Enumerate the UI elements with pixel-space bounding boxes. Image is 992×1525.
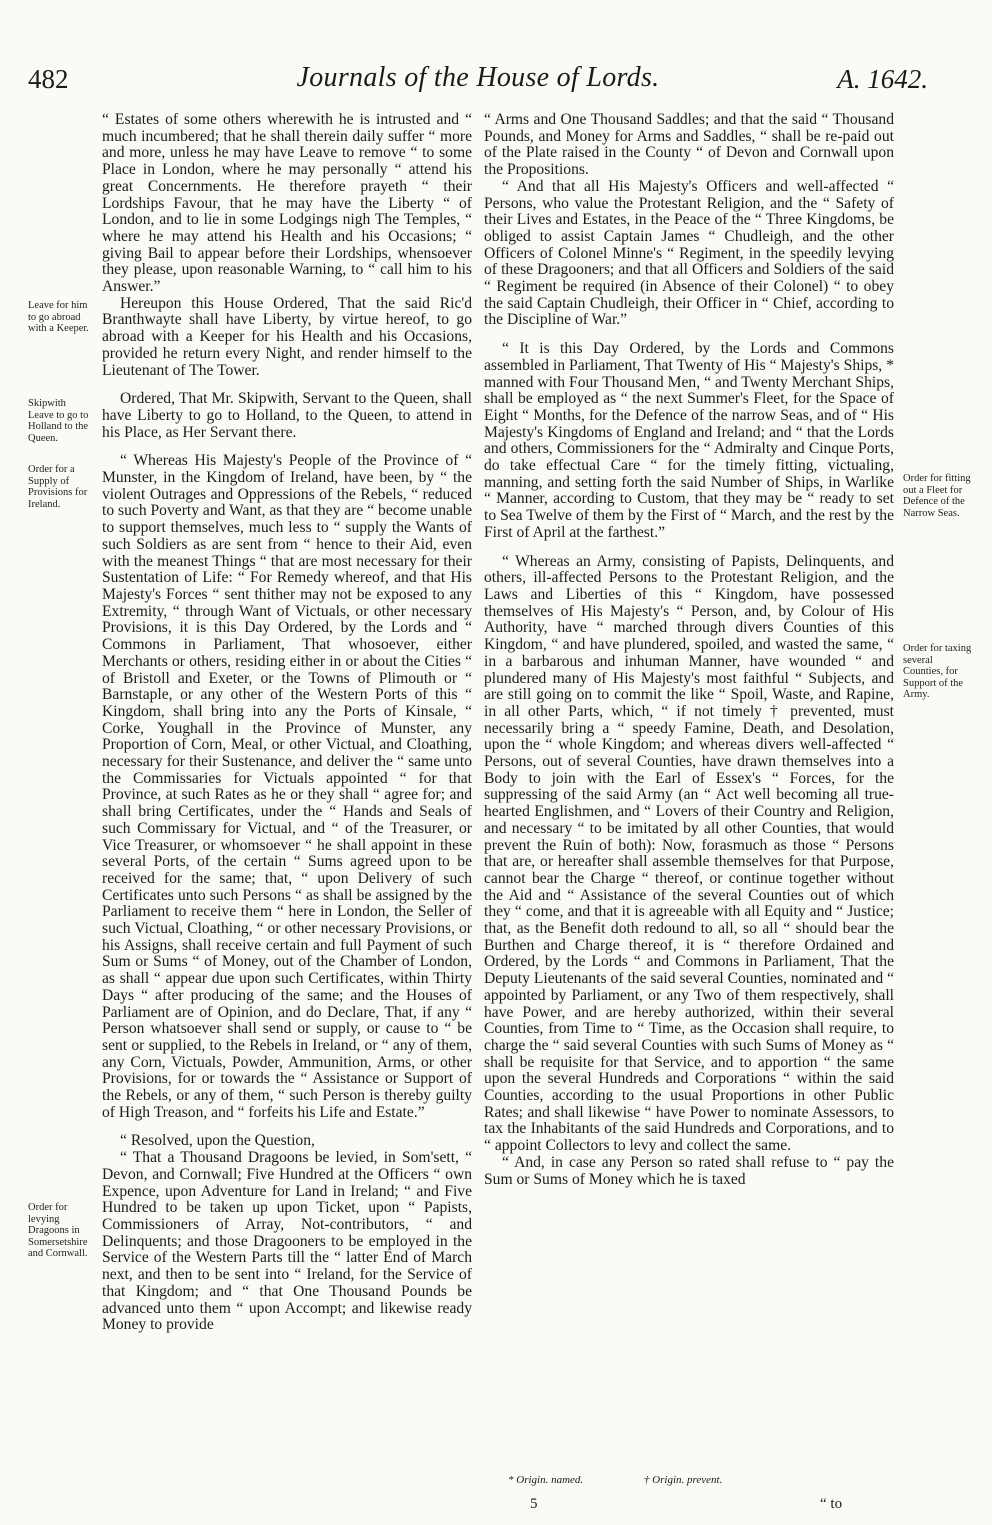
paragraph-resolved: “ Resolved, upon the Question, [120,1132,315,1150]
margin-note-taxing: Order for taxing several Counties, for Support of the Army. [903,643,972,700]
paragraph-refuse-pay: “ And, in case any Person so rated shall refuse to “ pay the Sum or Sums of Money which he is taxed [484,1153,894,1188]
paragraph-branthwayte-order: Hereupon this House Ordered, That the said Ric'd Branthwayte shall have Liberty, by virtue hereof, to go abroad with a Keeper for his Health and his Occasions, provided he return every Night, and render himself to the Lieutenant of The Tower. [102,294,472,379]
paragraph-army-tax: “ Whereas an Army, consisting of Papists, Delinquents, and others, ill-affected Persons to the Protestant Religion, and the Laws and Liberties of this “ Kingdom, have possessed themselves of His Majesty's “ Person, and, by Colour of His Authority, have “ marched through divers Counties of this Kingdom, “ and have plundered, spoiled, and wasted the same, “ in a barbarous and inhuman Manner, have wounded “ and plundered many of His Majesty's most faithful “ Subjects, and are still going on to commit the like “ Spoil, Waste, and Rapine, in all other Parts, which, “ if not timely † prevented, must necessarily bring a “ speedy Famine, Death, and Desolation, upon the “ whole Kingdom; and whereas divers well-affected “ Persons, out of several Counties, have drawn themselves into a Body to join with the Earl of Essex's “ Forces, for the suppressing of the said Army (an “ Act well becoming all true-hearted Englishmen, and “ Lovers of their Country and Religion, and necessary “ to be imitated by all other Counties, that would prevent the Ruin of both): Now, forasmuch as those “ Persons that are, or hereafter shall assemble themselves for that Purpose, cannot bear the Charge “ thereof, or continue together without the Aid and “ Assistance of the several Counties out of which they “ come, and that it is agreeable with all Equity and “ Justice; that, as the Benefit doth redound to all, so all “ should bear the Burthen and Charge thereof, it is “ therefore Ordained and Ordered, by the Lords “ and Commons in Parliament, That the Deputy Lieutenants of the said several Counties, nominated and “ appointed by Parliament, or any Two of them respectively, shall have Power, and are hereby authorized, within their several Counties, from Time to “ Time, as the Occasion shall require, to charge the “ said several Counties with such Sums of Money as “ shall be requisite for that Service, and to apportion “ the same upon the several Hundreds and Corporations “ within the said Counties, according to the usual Proportions in other Public Rates; and shall likewise “ have Power to nominate Assessors, to tax the Inhabitants of the said Hundreds and Corporations, and to “ appoint Collectors to levy and collect the same. [484,552,894,1155]
running-title: Journals of the House of Lords. [296,62,660,93]
footnote-named: * Origin. named. [508,1474,584,1486]
paragraph-dragoons: “ That a Thousand Dragoons be levied, in Som'sett, “ Devon, and Cornwall; Five Hundred at the Officers “ own Expence, upon Adventure for Land in Ireland; “ and Five Hundred to be taken up upon Ticket, upon “ Papists, Commissioners of Array, Not-contributors, “ and Delinquents; and those Dragooners to be employed in the Service of the Western Parts till the “ latter End of March next, and then to be sent into “ Ireland, for the Service of that Kingdom; and “ that One Thousand Pounds be advanced unto them “ upon Accompt; and likewise ready Money to provide [102,1149,472,1334]
paragraph-officers-assist: “ And that all His Majesty's Officers and well-affected “ Persons, who value the Protestant Religion, and the “ Safety of their Lives and Estates, in the Peace of the “ Three Kingdoms, be obliged to assist Captain James “ Chudleigh, and the other Officers of Colonel Minne's “ Regiment, in the speedily levying of these Dragooners; and that all Officers and Soldiers of the said “ Regiment be required (in Absence of their Colonel) “ to obey the said Captain Chudleigh, their Officer in “ Chief, according to the Discipline of War.” [484,177,894,329]
left-column [102,112,472,1334]
margin-note-fleet: Order for fitting out a Fleet for Defence of the Narrow Seas. [903,473,971,519]
paragraph-arms-saddles: “ Arms and One Thousand Saddles; and that the said “ Thousand Pounds, and Money for Arms and Saddles, “ shall be re-paid out of the Plate raised in the County “ of Devon and Cornwall upon the Propositions. [484,111,894,179]
footnotes [508,1474,908,1486]
footnote-prevent: † Origin. prevent. [643,1474,723,1486]
margin-note-leave-keeper: Leave for him to go abroad with a Keeper. [28,300,89,334]
margin-note-dragoons: Order for levying Dragoons in Somersetshire and Cornwall. [28,1202,88,1259]
paragraph-fleet-order: “ It is this Day Ordered, by the Lords and Commons assembled in Parliament, That Twenty of His “ Majesty's Ships, * manned with Four Thousand Men, “ and Twenty Merchant Ships, shall be employed as “ the next Summer's Fleet, for the Space of Eight “ Months, for the Defence of the narrow Seas, and of “ His Majesty's Kingdoms of England and Ireland; and “ that the Lords and others, Commissioners for the “ Admiralty and Cinque Ports, do take effectual Care “ for the timely fitting, victualing, manning, and setting forth the said Number of Ships, in Warlike “ Manner, according to Custom, that they may be “ ready to set to Sea Twelve of them by the First of “ March, and the rest by the First of April at the farthest.” [484,340,894,541]
running-header [28,62,928,102]
margin-note-skipwith: Skipwith Leave to go to Holland to the Queen. [28,398,89,444]
margin-note-provisions-ireland: Order for a Supply of Provisions for Ireland. [28,464,88,510]
right-column [484,112,894,1188]
paragraph-skipwith-order: Ordered, That Mr. Skipwith, Servant to the Queen, shall have Liberty to go to Holland, to the Queen, to attend in his Place, as Her Servant there. [102,390,472,441]
catchword: “ to [820,1496,843,1512]
page-number: 482 [28,64,69,94]
signature-mark: 5 [530,1496,538,1512]
paragraph-petition-end: “ Estates of some others wherewith he is intrusted and “ much incumbered; that he shall therein daily suffer “ more and more, unless he may have Leave to remove “ to some Place in London, where he may personally “ attend his great Concernments. He therefore prayeth “ their Lordships Favour, that he may have the Liberty “ of London, and to lie in some Lodgings nigh The Temples, “ where he may attend his Health and his Occasions; “ giving Bail to appear before their Lordships, whensoever they please, upon reasonable Warning, to “ call him to his Answer.” [102,111,472,296]
paragraph-munster-provisions: “ Whereas His Majesty's People of the Province of “ Munster, in the Kingdom of Ireland, have been, by “ the violent Outrages and Oppressions of the Rebels, “ reduced to such Poverty and Want, as that they are “ become unable to support themselves, much less to “ supply the Wants of such Soldiers as are sent from “ hence to their Aid, even with the meanest Things “ that are most necessary for their Sustentation of Life: “ For Remedy whereof, and that His Majesty's Forces “ sent thither may not be exposed to any Extremity, “ through Want of Victuals, or other necessary Provisions, it is this Day Ordered, by the Lords and “ Commons in Parliament, That whosoever, either Merchants or others, residing either in or about the Cities “ of Bristoll and Exeter, or the Towns of Plimouth or “ Barnstaple, or any other of the Western Ports of this “ Kingdom, shall bring into any the Ports of Kinsale, “ Corke, Youghall in the Province of Munster, any Proportion of Corn, Meal, or other Victual, and Cloathing, necessary for their Sustenance, and deliver the “ same unto the Commissaries for Victuals appointed “ for that Province, at such Rates as he or they shall “ agree for; and shall bring Certificates, under the “ Hands and Seals of such Commissary for Victual, and “ of the Treasurer, or Vice Treasurer, or whomsoever “ he shall appoint in these several Ports, of the certain “ Sums agreed upon to be received for the same; that, “ upon Delivery of such Certificates unto such Persons “ as shall be assigned by the Parliament to receive them “ here in London, the Seller of such Victual, Cloathing, “ or other necessary Provisions, or his Assigns, shall receive certain and full Payment of such Sum or Sums “ of Money, out of the Chamber of London, as shall “ appear due upon such Certificates, within Thirty Days “ after producing of the same; and the Houses of Parliament are of Opinion, and do Declare, That, if any “ Person whatsoever shall send or supply, or cause to “ be sent or supplied, to the Rebels in Ireland, or “ any of them, any Corn, Victuals, Powder, Ammunition, Arms, or other Provisions, for or towards the “ Assistance or Support of the Rebels, or any of them, “ such Person is thereby guilty of High Treason, and “ forfeits his Life and Estate.” [102,452,472,1121]
running-year: A. 1642. [837,64,928,94]
